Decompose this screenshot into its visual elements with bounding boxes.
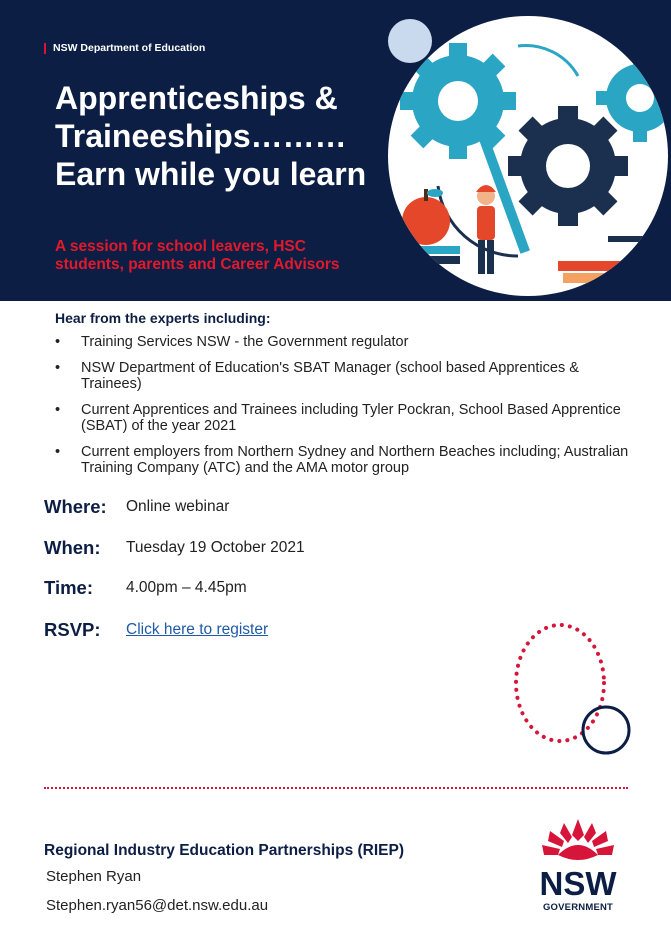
list-item: • Current employers from Northern Sydney and Northern Beaches including; Australian Training Company (ATC) and the AMA motor group xyxy=(55,444,635,477)
department-name: NSW Department of Education xyxy=(44,42,205,54)
gear-icon xyxy=(508,106,628,226)
register-link[interactable]: Click here to register xyxy=(126,621,269,638)
header-banner xyxy=(0,0,671,301)
time-value: 4.00pm – 4.45pm xyxy=(126,579,247,596)
contact-program: Regional Industry Education Partnerships (RIEP) xyxy=(44,842,404,859)
contact-email[interactable]: Stephen.ryan56@det.nsw.edu.au xyxy=(46,897,269,914)
list-item: • Current Apprentices and Trainees including Tyler Pockran, School Based Apprentice (SBAT) of the year 2021 xyxy=(55,402,635,435)
divider xyxy=(44,787,628,789)
contact-name: Stephen Ryan xyxy=(46,868,142,885)
where-label: Where: xyxy=(44,496,107,517)
where-value: Online webinar xyxy=(126,498,230,515)
hero-illustration xyxy=(378,6,671,301)
decor-rings xyxy=(510,620,640,760)
when-label: When: xyxy=(44,537,101,558)
page-subtitle: A session for school leavers, HSC students, parents and Career Advisors xyxy=(55,238,340,273)
experts-list xyxy=(55,334,635,486)
logo-nsw-text: NSW xyxy=(539,865,617,902)
experts-intro: Hear from the experts including: xyxy=(55,310,271,326)
waratah-icon xyxy=(538,815,618,865)
list-item: • NSW Department of Education's SBAT Manager (school based Apprentices & Trainees) xyxy=(55,360,635,393)
rsvp-label: RSVP: xyxy=(44,619,101,640)
list-item: • Training Services NSW - the Government regulator xyxy=(55,334,635,351)
decor-circle xyxy=(388,19,432,63)
nsw-government-logo xyxy=(528,815,638,925)
when-value: Tuesday 19 October 2021 xyxy=(126,539,305,556)
page-title: Apprenticeships & Traineeships……… Earn while you learn xyxy=(55,80,367,192)
time-label: Time: xyxy=(44,577,94,598)
logo-government-text: GOVERNMENT xyxy=(542,902,614,913)
